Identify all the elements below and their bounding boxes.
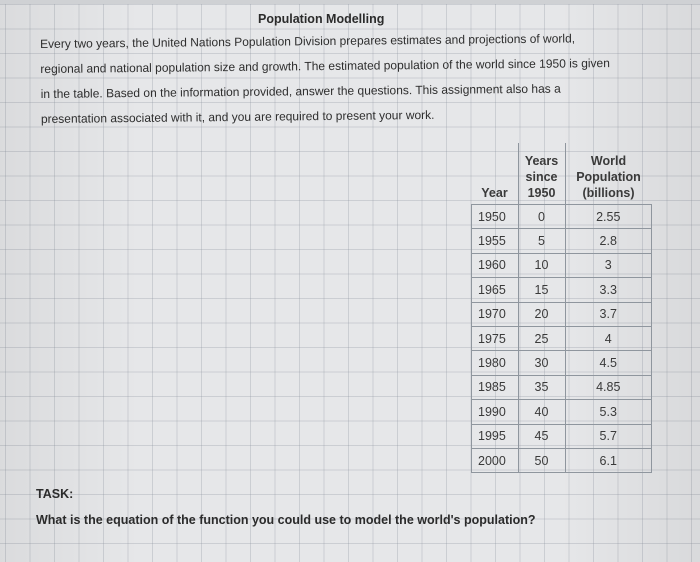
- cell-years-since-1950: 0: [518, 205, 565, 229]
- table-row: [472, 375, 652, 399]
- table-row: [472, 229, 652, 253]
- cell-year: 1990: [472, 400, 519, 424]
- header-year: Year: [472, 143, 519, 205]
- table-row: [472, 400, 652, 424]
- cell-years-since-1950: 30: [518, 351, 565, 375]
- cell-years-since-1950: 50: [518, 448, 565, 472]
- cell-world-population: 2.55: [565, 205, 652, 229]
- document-title: Population Modelling: [258, 12, 385, 26]
- cell-year: 1980: [472, 351, 519, 375]
- task-question: What is the equation of the function you could use to model the world's population?: [36, 513, 536, 527]
- cell-year: 1955: [472, 229, 519, 253]
- cell-year: 2000: [472, 448, 519, 472]
- table-row: [472, 302, 652, 326]
- cell-years-since-1950: 35: [518, 375, 565, 399]
- cell-years-since-1950: 5: [518, 229, 565, 253]
- cell-year: 1965: [472, 278, 519, 302]
- table-row: [472, 351, 652, 375]
- cell-years-since-1950: 40: [518, 400, 565, 424]
- task-label: TASK:: [36, 487, 74, 501]
- header-years-since-1950: Years since 1950: [518, 143, 565, 205]
- cell-world-population: 4: [565, 326, 652, 350]
- table-row: [472, 424, 652, 448]
- cell-world-population: 5.3: [565, 400, 652, 424]
- intro-paragraph: Every two years, the United Nations Population Division prepares estimates and projections of world, regional and national population size and growth. The estimated population of the world since 1950 is given in the table. Based on the information provided, answer the questions. This assignment also has a presentation associated with it, and you are required to present your work.: [40, 31, 610, 126]
- cell-world-population: 6.1: [565, 448, 652, 472]
- table-row: [472, 205, 652, 229]
- cell-years-since-1950: 15: [518, 278, 565, 302]
- cell-year: 1985: [472, 375, 519, 399]
- table-row: [472, 326, 652, 350]
- cell-world-population: 3: [565, 253, 652, 277]
- cell-world-population: 4.85: [565, 375, 652, 399]
- cell-world-population: 2.8: [565, 229, 652, 253]
- table-row: [472, 448, 652, 472]
- page-top-edge: [0, 0, 700, 4]
- cell-world-population: 5.7: [565, 424, 652, 448]
- cell-year: 1970: [472, 302, 519, 326]
- cell-world-population: 3.7: [565, 302, 652, 326]
- cell-world-population: 4.5: [565, 351, 652, 375]
- table-row: [472, 278, 652, 302]
- cell-world-population: 3.3: [565, 278, 652, 302]
- table-body: [472, 205, 652, 473]
- cell-year: 1960: [472, 253, 519, 277]
- population-table: [471, 143, 652, 473]
- cell-years-since-1950: 20: [518, 302, 565, 326]
- table-row: [472, 253, 652, 277]
- cell-years-since-1950: 25: [518, 326, 565, 350]
- cell-year: 1995: [472, 424, 519, 448]
- cell-year: 1975: [472, 326, 519, 350]
- cell-years-since-1950: 45: [518, 424, 565, 448]
- cell-years-since-1950: 10: [518, 253, 565, 277]
- cell-year: 1950: [472, 205, 519, 229]
- table-header-row: [472, 143, 652, 205]
- header-world-population: World Population (billions): [565, 143, 652, 205]
